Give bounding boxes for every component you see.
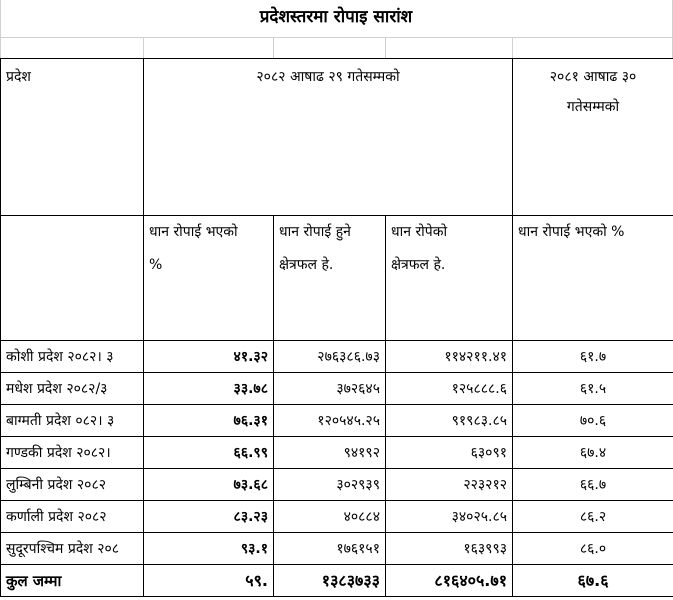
cell-target-area[interactable]: ३७२६४५ <box>274 373 386 405</box>
gridline <box>273 37 274 58</box>
cell-planted-pct[interactable]: ४१.३२ <box>144 341 274 373</box>
table-row <box>1 341 673 373</box>
table-row <box>1 405 673 437</box>
cell-prev-pct[interactable]: ६१.५ <box>513 373 673 405</box>
header-target-area[interactable] <box>274 216 386 341</box>
cell-planted-pct[interactable]: ७३.६८ <box>144 469 274 501</box>
header-line: धान रोपाई हुने <box>279 224 351 240</box>
cell-prev-pct[interactable]: ६७.४ <box>513 437 673 469</box>
cell-prev-pct[interactable]: ८६.० <box>513 533 673 565</box>
cell-planted-area[interactable]: १६३९९३ <box>386 533 513 565</box>
header-row-columns <box>1 216 673 341</box>
cell-total-prev-pct[interactable]: ६७.६ <box>513 565 673 597</box>
header-line: क्षेत्रफल हे. <box>279 257 334 273</box>
cell-prev-pct[interactable]: ७०.६ <box>513 405 673 437</box>
header-line: २०८१ आषाढ ३० <box>549 69 637 85</box>
cell-planted-area[interactable]: ९१९८३.८५ <box>386 405 513 437</box>
cell-province[interactable]: लुम्बिनी प्रदेश २०८२ <box>1 469 144 501</box>
gridline <box>512 37 513 58</box>
cell-target-area[interactable]: १२०५४५.२५ <box>274 405 386 437</box>
table-row <box>1 533 673 565</box>
cell-prev-pct[interactable]: ६६.७ <box>513 469 673 501</box>
header-period-2081[interactable] <box>513 59 673 216</box>
summary-table <box>0 58 673 597</box>
cell-province[interactable]: कोशी प्रदेश २०८२। ३ <box>1 341 144 373</box>
cell-prev-pct[interactable]: ६१.७ <box>513 341 673 373</box>
header-planted-pct[interactable] <box>144 216 274 341</box>
header-empty-cell[interactable] <box>1 216 144 341</box>
cell-planted-area[interactable]: ३४०२५.८५ <box>386 501 513 533</box>
table-row <box>1 469 673 501</box>
header-line: क्षेत्रफल हे. <box>391 257 446 273</box>
header-line: धान रोपाई भएको <box>149 224 238 240</box>
header-period-2082[interactable]: २०८२ आषाढ २९ गतेसम्मको <box>144 59 513 216</box>
cell-prev-pct[interactable]: ८६.२ <box>513 501 673 533</box>
cell-province[interactable]: सुदूरपश्चिम प्रदेश २०८ <box>1 533 144 565</box>
cell-planted-pct[interactable]: ८३.२३ <box>144 501 274 533</box>
sheet-top-area <box>0 0 673 58</box>
gridline <box>143 37 144 58</box>
cell-total-target-area[interactable]: १३८३७३३ <box>274 565 386 597</box>
header-row-periods <box>1 59 673 216</box>
cell-total-label[interactable]: कुल जम्मा <box>1 565 144 597</box>
header-province[interactable]: प्रदेश <box>1 59 144 216</box>
header-line: गतेसम्मको <box>566 99 620 115</box>
cell-province[interactable]: बाग्मती प्रदेश ०८२। ३ <box>1 405 144 437</box>
cell-target-area[interactable]: ४०८८४ <box>274 501 386 533</box>
header-line: धान रोपेको <box>391 224 448 240</box>
header-line: धान रोपाई भएको % <box>518 224 625 240</box>
sheet-title[interactable]: प्रदेशस्तरमा रोपाइ सारांश <box>259 7 413 27</box>
cell-total-planted-area[interactable]: ८१६४०५.७१ <box>386 565 513 597</box>
gridline <box>385 37 386 58</box>
header-line: % <box>149 257 163 273</box>
cell-province[interactable]: मधेश प्रदेश २०८२/३ <box>1 373 144 405</box>
cell-target-area[interactable]: २७६३८६.७३ <box>274 341 386 373</box>
cell-planted-pct[interactable]: ९३.१ <box>144 533 274 565</box>
cell-planted-area[interactable]: ११४२११.४१ <box>386 341 513 373</box>
cell-planted-pct[interactable]: ३३.७८ <box>144 373 274 405</box>
cell-target-area[interactable]: ९४१९२ <box>274 437 386 469</box>
table-row <box>1 501 673 533</box>
header-prev-planted-pct[interactable] <box>513 216 673 341</box>
cell-target-area[interactable]: ३०२९३९ <box>274 469 386 501</box>
table-row <box>1 373 673 405</box>
cell-total-planted-pct[interactable]: ५९. <box>144 565 274 597</box>
cell-planted-area[interactable]: १२५८८८.६ <box>386 373 513 405</box>
cell-planted-pct[interactable]: ७६.३१ <box>144 405 274 437</box>
cell-planted-pct[interactable]: ६६.९९ <box>144 437 274 469</box>
gridline <box>0 37 673 38</box>
header-planted-area[interactable] <box>386 216 513 341</box>
total-row <box>1 565 673 597</box>
cell-planted-area[interactable]: ६३०९१ <box>386 437 513 469</box>
cell-province[interactable]: कर्णाली प्रदेश २०८२ <box>1 501 144 533</box>
cell-planted-area[interactable]: २२३२१२ <box>386 469 513 501</box>
gridline <box>0 0 1 58</box>
cell-target-area[interactable]: १७६१५१ <box>274 533 386 565</box>
cell-province[interactable]: गण्डकी प्रदेश २०८२। <box>1 437 144 469</box>
table-row <box>1 437 673 469</box>
